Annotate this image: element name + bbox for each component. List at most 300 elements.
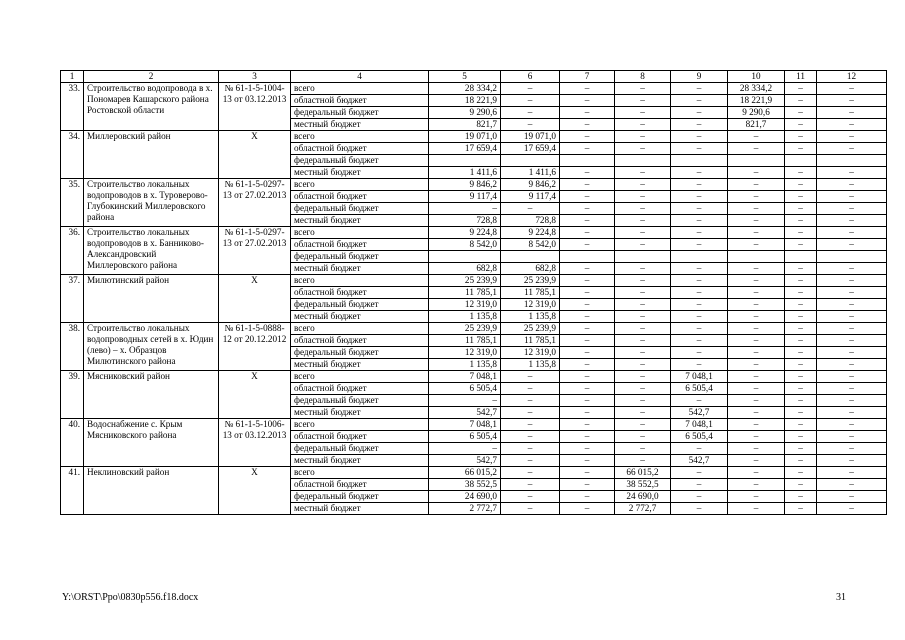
value-cell: – xyxy=(615,443,671,455)
table-row xyxy=(61,467,887,479)
value-cell: – xyxy=(671,311,728,323)
value-cell: 18 221,9 xyxy=(429,95,501,107)
value-cell: – xyxy=(671,191,728,203)
value-cell: – xyxy=(728,419,785,431)
value-cell: 1 411,6 xyxy=(429,167,501,179)
row-number-cell: 33. xyxy=(61,83,84,131)
value-cell xyxy=(501,251,560,263)
funding-source-cell: областной бюджет xyxy=(291,287,429,299)
column-number-row xyxy=(61,71,887,83)
funding-source-cell: местный бюджет xyxy=(291,263,429,275)
value-cell: 24 690,0 xyxy=(429,491,501,503)
table-row xyxy=(61,419,887,431)
value-cell: – xyxy=(817,119,887,131)
value-cell: – xyxy=(817,479,887,491)
value-cell: – xyxy=(817,443,887,455)
value-cell: 7 048,1 xyxy=(671,419,728,431)
value-cell: – xyxy=(560,131,615,143)
value-cell: – xyxy=(817,335,887,347)
value-cell: – xyxy=(615,299,671,311)
value-cell: – xyxy=(671,287,728,299)
value-cell: – xyxy=(785,491,817,503)
value-cell: – xyxy=(817,359,887,371)
value-cell: – xyxy=(785,119,817,131)
value-cell: 9 846,2 xyxy=(429,179,501,191)
value-cell: – xyxy=(560,491,615,503)
value-cell: – xyxy=(615,167,671,179)
value-cell: – xyxy=(615,227,671,239)
funding-source-cell: федеральный бюджет xyxy=(291,251,429,263)
column-number-cell: 6 xyxy=(501,71,560,83)
value-cell xyxy=(560,251,615,263)
value-cell: – xyxy=(560,299,615,311)
value-cell: – xyxy=(671,479,728,491)
funding-source-cell: федеральный бюджет xyxy=(291,203,429,215)
column-number-cell: 11 xyxy=(785,71,817,83)
row-number-cell: 41. xyxy=(61,467,84,515)
value-cell: 6 505,4 xyxy=(429,383,501,395)
value-cell: – xyxy=(560,227,615,239)
funding-source-cell: областной бюджет xyxy=(291,383,429,395)
value-cell: – xyxy=(817,191,887,203)
footer-file-path: Y:\ORST\Ppo\0830p556.f18.docx xyxy=(62,592,199,603)
value-cell: 2 772,7 xyxy=(615,503,671,515)
value-cell: – xyxy=(817,503,887,515)
value-cell: – xyxy=(615,95,671,107)
value-cell: – xyxy=(560,203,615,215)
value-cell: – xyxy=(671,323,728,335)
value-cell: – xyxy=(615,395,671,407)
funding-source-cell: областной бюджет xyxy=(291,143,429,155)
funding-source-cell: местный бюджет xyxy=(291,455,429,467)
value-cell: – xyxy=(728,347,785,359)
document-cell: X xyxy=(219,371,291,419)
value-cell: 682,8 xyxy=(429,263,501,275)
value-cell: – xyxy=(501,203,560,215)
value-cell xyxy=(615,251,671,263)
value-cell: – xyxy=(501,479,560,491)
funding-source-cell: федеральный бюджет xyxy=(291,107,429,119)
value-cell: – xyxy=(817,287,887,299)
funding-source-cell: местный бюджет xyxy=(291,167,429,179)
value-cell: 728,8 xyxy=(501,215,560,227)
value-cell: – xyxy=(615,419,671,431)
value-cell: 1 135,8 xyxy=(501,359,560,371)
value-cell: 18 221,9 xyxy=(728,95,785,107)
table-row xyxy=(61,179,887,191)
value-cell: – xyxy=(817,347,887,359)
row-number-cell: 38. xyxy=(61,323,84,371)
value-cell: – xyxy=(501,419,560,431)
value-cell: – xyxy=(728,299,785,311)
funding-source-cell: областной бюджет xyxy=(291,479,429,491)
page-number: 31 xyxy=(836,592,846,603)
value-cell: 11 785,1 xyxy=(429,335,501,347)
value-cell xyxy=(429,155,501,167)
value-cell: – xyxy=(785,347,817,359)
value-cell: – xyxy=(671,335,728,347)
value-cell: – xyxy=(817,179,887,191)
value-cell: – xyxy=(501,443,560,455)
value-cell: – xyxy=(785,239,817,251)
column-number-cell: 3 xyxy=(219,71,291,83)
value-cell: – xyxy=(560,407,615,419)
value-cell: – xyxy=(560,455,615,467)
value-cell: – xyxy=(817,167,887,179)
value-cell: – xyxy=(671,167,728,179)
value-cell: 28 334,2 xyxy=(429,83,501,95)
funding-source-cell: всего xyxy=(291,179,429,191)
value-cell: 821,7 xyxy=(429,119,501,131)
value-cell: 9 846,2 xyxy=(501,179,560,191)
funding-source-cell: местный бюджет xyxy=(291,215,429,227)
funding-source-cell: всего xyxy=(291,323,429,335)
value-cell: – xyxy=(615,455,671,467)
value-cell: – xyxy=(728,311,785,323)
value-cell: – xyxy=(615,275,671,287)
funding-source-cell: федеральный бюджет xyxy=(291,155,429,167)
value-cell: 25 239,9 xyxy=(429,275,501,287)
value-cell: – xyxy=(785,143,817,155)
value-cell: 8 542,0 xyxy=(501,239,560,251)
value-cell xyxy=(728,251,785,263)
value-cell: 12 319,0 xyxy=(429,347,501,359)
value-cell: – xyxy=(560,179,615,191)
value-cell: 12 319,0 xyxy=(501,347,560,359)
funding-source-cell: всего xyxy=(291,83,429,95)
value-cell: – xyxy=(785,395,817,407)
value-cell: – xyxy=(615,311,671,323)
table-row xyxy=(61,323,887,335)
funding-source-cell: областной бюджет xyxy=(291,335,429,347)
value-cell: – xyxy=(817,323,887,335)
value-cell: – xyxy=(817,383,887,395)
value-cell: – xyxy=(671,359,728,371)
value-cell: – xyxy=(817,275,887,287)
value-cell: – xyxy=(785,263,817,275)
value-cell: – xyxy=(615,323,671,335)
value-cell: – xyxy=(728,503,785,515)
value-cell: – xyxy=(671,95,728,107)
value-cell: – xyxy=(728,167,785,179)
column-number-cell: 2 xyxy=(84,71,219,83)
value-cell: 2 772,7 xyxy=(429,503,501,515)
funding-source-cell: федеральный бюджет xyxy=(291,443,429,455)
value-cell: – xyxy=(785,431,817,443)
document-cell: X xyxy=(219,275,291,323)
value-cell: 9 224,8 xyxy=(429,227,501,239)
funding-source-cell: всего xyxy=(291,131,429,143)
column-number-cell: 4 xyxy=(291,71,429,83)
value-cell xyxy=(728,155,785,167)
value-cell: 542,7 xyxy=(671,455,728,467)
value-cell: – xyxy=(728,479,785,491)
value-cell: – xyxy=(728,443,785,455)
value-cell: – xyxy=(728,407,785,419)
value-cell: 17 659,4 xyxy=(501,143,560,155)
value-cell: – xyxy=(785,443,817,455)
value-cell: – xyxy=(501,407,560,419)
value-cell: – xyxy=(785,455,817,467)
value-cell: – xyxy=(728,227,785,239)
value-cell: 7 048,1 xyxy=(429,419,501,431)
value-cell: – xyxy=(560,419,615,431)
value-cell: – xyxy=(615,83,671,95)
value-cell: – xyxy=(785,203,817,215)
object-name-cell: Милютинский район xyxy=(84,275,219,323)
value-cell: – xyxy=(817,311,887,323)
object-name-cell: Строительство локальных водопроводов в х. Туроверово-Глубокинский Миллеровского района xyxy=(84,179,219,227)
value-cell: – xyxy=(785,191,817,203)
value-cell: – xyxy=(501,491,560,503)
value-cell: – xyxy=(615,107,671,119)
funding-source-cell: всего xyxy=(291,227,429,239)
object-name-cell: Неклиновский район xyxy=(84,467,219,515)
document-cell: № 61-1-5-0297-13 от 27.02.2013 xyxy=(219,227,291,275)
value-cell: – xyxy=(785,167,817,179)
document-cell: № 61-1-5-0297-13 от 27.02.2013 xyxy=(219,179,291,227)
value-cell: – xyxy=(728,431,785,443)
value-cell: – xyxy=(785,107,817,119)
value-cell: 542,7 xyxy=(671,407,728,419)
row-number-cell: 39. xyxy=(61,371,84,419)
value-cell: – xyxy=(671,443,728,455)
value-cell: – xyxy=(560,239,615,251)
value-cell: – xyxy=(560,143,615,155)
value-cell: – xyxy=(671,239,728,251)
value-cell: 25 239,9 xyxy=(429,323,501,335)
value-cell xyxy=(671,155,728,167)
funding-source-cell: всего xyxy=(291,371,429,383)
column-number-cell: 5 xyxy=(429,71,501,83)
value-cell: – xyxy=(785,323,817,335)
value-cell: – xyxy=(501,383,560,395)
value-cell: – xyxy=(501,371,560,383)
value-cell xyxy=(671,251,728,263)
value-cell: – xyxy=(728,491,785,503)
value-cell: – xyxy=(671,119,728,131)
value-cell: – xyxy=(728,191,785,203)
value-cell: – xyxy=(728,263,785,275)
value-cell: – xyxy=(671,491,728,503)
value-cell xyxy=(501,155,560,167)
value-cell: – xyxy=(785,287,817,299)
value-cell: – xyxy=(615,143,671,155)
value-cell: – xyxy=(785,335,817,347)
funding-source-cell: федеральный бюджет xyxy=(291,395,429,407)
value-cell: 11 785,1 xyxy=(501,335,560,347)
value-cell: – xyxy=(615,203,671,215)
value-cell: – xyxy=(817,431,887,443)
value-cell: – xyxy=(817,371,887,383)
value-cell: – xyxy=(615,179,671,191)
funding-source-cell: областной бюджет xyxy=(291,239,429,251)
value-cell: 9 224,8 xyxy=(501,227,560,239)
column-number-cell: 8 xyxy=(615,71,671,83)
value-cell: – xyxy=(785,299,817,311)
value-cell: – xyxy=(560,371,615,383)
value-cell: – xyxy=(728,323,785,335)
value-cell xyxy=(785,155,817,167)
value-cell: – xyxy=(728,239,785,251)
object-name-cell: Строительство локальных водопроводных сетей в х. Юдин (лево) – х. Образцов Милютинского района xyxy=(84,323,219,371)
value-cell: 7 048,1 xyxy=(671,371,728,383)
value-cell: – xyxy=(671,215,728,227)
table-row xyxy=(61,371,887,383)
value-cell: – xyxy=(817,83,887,95)
funding-source-cell: местный бюджет xyxy=(291,359,429,371)
value-cell: – xyxy=(501,119,560,131)
value-cell: – xyxy=(671,467,728,479)
value-cell: – xyxy=(817,227,887,239)
value-cell: – xyxy=(728,335,785,347)
value-cell xyxy=(429,251,501,263)
value-cell: – xyxy=(560,479,615,491)
value-cell: – xyxy=(785,467,817,479)
column-number-cell: 10 xyxy=(728,71,785,83)
value-cell: – xyxy=(785,371,817,383)
row-number-cell: 35. xyxy=(61,179,84,227)
value-cell: 682,8 xyxy=(501,263,560,275)
value-cell: 8 542,0 xyxy=(429,239,501,251)
value-cell: – xyxy=(817,95,887,107)
value-cell: – xyxy=(817,107,887,119)
funding-source-cell: местный бюджет xyxy=(291,503,429,515)
value-cell: – xyxy=(785,311,817,323)
value-cell: – xyxy=(560,323,615,335)
value-cell: 19 071,0 xyxy=(501,131,560,143)
value-cell: – xyxy=(785,419,817,431)
value-cell: 1 135,8 xyxy=(429,359,501,371)
value-cell: – xyxy=(560,215,615,227)
funding-source-cell: местный бюджет xyxy=(291,119,429,131)
value-cell: 542,7 xyxy=(429,407,501,419)
value-cell: 38 552,5 xyxy=(429,479,501,491)
value-cell: – xyxy=(429,395,501,407)
value-cell: – xyxy=(785,227,817,239)
value-cell: – xyxy=(615,359,671,371)
value-cell xyxy=(560,155,615,167)
funding-source-cell: федеральный бюджет xyxy=(291,491,429,503)
value-cell: 7 048,1 xyxy=(429,371,501,383)
value-cell: – xyxy=(817,215,887,227)
row-number-cell: 36. xyxy=(61,227,84,275)
value-cell: – xyxy=(671,263,728,275)
value-cell: – xyxy=(817,239,887,251)
value-cell: – xyxy=(615,191,671,203)
value-cell: – xyxy=(615,215,671,227)
value-cell: – xyxy=(560,263,615,275)
value-cell: – xyxy=(817,203,887,215)
value-cell xyxy=(615,155,671,167)
value-cell: – xyxy=(671,227,728,239)
value-cell: – xyxy=(560,347,615,359)
value-cell: – xyxy=(817,467,887,479)
value-cell: – xyxy=(615,371,671,383)
value-cell: – xyxy=(728,179,785,191)
value-cell: 66 015,2 xyxy=(429,467,501,479)
value-cell: – xyxy=(728,383,785,395)
value-cell: – xyxy=(671,347,728,359)
value-cell: – xyxy=(560,119,615,131)
funding-source-cell: федеральный бюджет xyxy=(291,299,429,311)
value-cell: – xyxy=(785,479,817,491)
value-cell: – xyxy=(817,419,887,431)
value-cell: – xyxy=(615,347,671,359)
value-cell: – xyxy=(560,191,615,203)
object-name-cell: Водоснабжение с. Крым Мясниковского района xyxy=(84,419,219,467)
value-cell: 9 117,4 xyxy=(501,191,560,203)
value-cell: – xyxy=(671,179,728,191)
value-cell: 38 552,5 xyxy=(615,479,671,491)
value-cell: – xyxy=(615,131,671,143)
value-cell: – xyxy=(501,503,560,515)
value-cell: 821,7 xyxy=(728,119,785,131)
value-cell: – xyxy=(728,287,785,299)
value-cell: – xyxy=(615,431,671,443)
value-cell: – xyxy=(560,503,615,515)
value-cell: – xyxy=(560,83,615,95)
document-cell: № 61-1-5-1004-13 от 03.12.2013 xyxy=(219,83,291,131)
column-number-cell: 7 xyxy=(560,71,615,83)
value-cell: – xyxy=(560,311,615,323)
row-number-cell: 34. xyxy=(61,131,84,179)
table-row xyxy=(61,131,887,143)
value-cell: 9 117,4 xyxy=(429,191,501,203)
value-cell: – xyxy=(728,467,785,479)
value-cell: 1 135,8 xyxy=(501,311,560,323)
value-cell: – xyxy=(501,455,560,467)
value-cell: – xyxy=(728,203,785,215)
value-cell: 6 505,4 xyxy=(671,431,728,443)
table-row xyxy=(61,275,887,287)
value-cell: – xyxy=(817,455,887,467)
value-cell: – xyxy=(728,359,785,371)
value-cell: – xyxy=(728,275,785,287)
value-cell: 25 239,9 xyxy=(501,323,560,335)
value-cell: – xyxy=(501,431,560,443)
funding-source-cell: федеральный бюджет xyxy=(291,347,429,359)
value-cell: – xyxy=(671,83,728,95)
document-cell: X xyxy=(219,467,291,515)
column-number-cell: 9 xyxy=(671,71,728,83)
value-cell: – xyxy=(429,443,501,455)
value-cell: 9 290,6 xyxy=(429,107,501,119)
value-cell: 19 071,0 xyxy=(429,131,501,143)
value-cell: 1 135,8 xyxy=(429,311,501,323)
value-cell: 66 015,2 xyxy=(615,467,671,479)
document-cell: № 61-1-5-1006-13 от 03.12.2013 xyxy=(219,419,291,467)
column-number-cell: 1 xyxy=(61,71,84,83)
funding-source-cell: местный бюджет xyxy=(291,311,429,323)
value-cell: – xyxy=(501,83,560,95)
value-cell: – xyxy=(785,131,817,143)
value-cell: 6 505,4 xyxy=(429,431,501,443)
value-cell: – xyxy=(785,215,817,227)
row-number-cell: 37. xyxy=(61,275,84,323)
value-cell: – xyxy=(615,287,671,299)
value-cell: – xyxy=(785,359,817,371)
value-cell: – xyxy=(785,275,817,287)
value-cell: – xyxy=(615,407,671,419)
value-cell: – xyxy=(817,143,887,155)
value-cell: – xyxy=(560,383,615,395)
value-cell: – xyxy=(560,287,615,299)
value-cell: – xyxy=(560,275,615,287)
value-cell: 1 411,6 xyxy=(501,167,560,179)
value-cell: – xyxy=(817,491,887,503)
budget-table xyxy=(60,70,887,515)
